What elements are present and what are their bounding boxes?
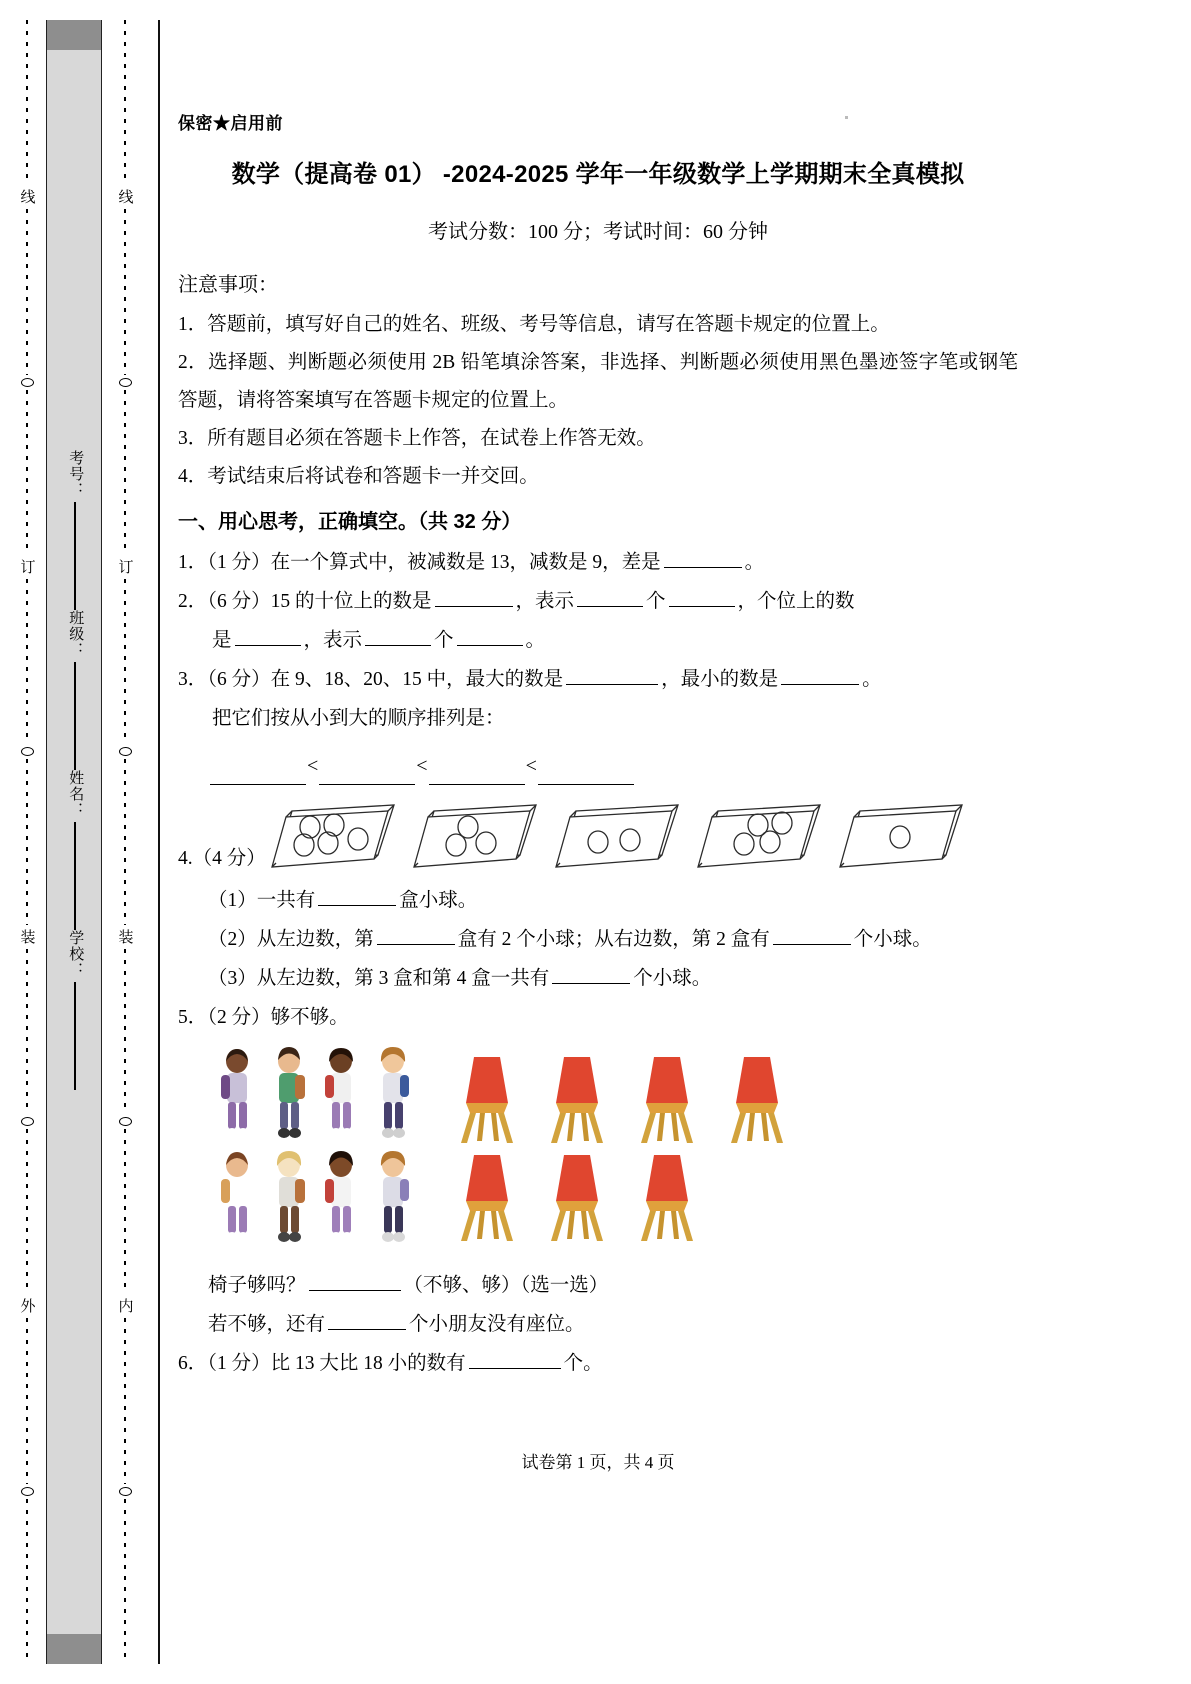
question-4-part-1 [178, 881, 1018, 920]
question-2-line-2 [178, 621, 1018, 660]
question-2-line2-b: ，表示 [303, 629, 363, 651]
kid-figure-7 [318, 1149, 364, 1249]
less-than-operator: < [307, 754, 319, 777]
answer-blank[interactable] [773, 944, 851, 945]
answer-blank[interactable] [435, 606, 513, 607]
question-1-text: 1．（1 分）在一个算式中，被减数是 13，减数是 9，差是 [178, 551, 661, 573]
seal-circle-icon [119, 378, 132, 387]
question-6-text: 6．（1 分）比 13 大比 18 小的数有 [178, 1352, 466, 1374]
question-4-3-b: 个小球。 [633, 967, 712, 989]
student-info-fields [47, 450, 103, 1090]
less-than-operator: < [416, 754, 428, 777]
seal-label-inner-seal: 装 [116, 928, 134, 945]
ball-box-3 [554, 797, 682, 875]
question-4-part-3 [178, 959, 1018, 998]
chair-7 [630, 1151, 704, 1247]
question-2-text-a: 2．（6 分）15 的十位上的数是 [178, 590, 432, 612]
question-4-3-a: （3）从左边数，第 3 盒和第 4 盒一共有 [208, 967, 550, 989]
question-5-1-b: （不够、够）（选一选） [403, 1274, 609, 1296]
question-1 [178, 543, 1018, 582]
seal-circle-icon [21, 1117, 34, 1126]
ball-box-4 [696, 797, 824, 875]
chair-4 [720, 1053, 794, 1149]
notice-item-1: 1．答题前，填写好自己的姓名、班级、考号等信息，请写在答题卡规定的位置上。 [178, 313, 890, 335]
answer-blank[interactable] [781, 684, 859, 685]
question-5-part-2 [178, 1305, 1018, 1344]
less-than-operator: < [525, 754, 537, 777]
question-4-2-a: （2）从左边数，第 [208, 928, 374, 950]
chair-1 [450, 1053, 524, 1149]
notice-item-4: 4．考试结束后将试卷和答题卡一并交回。 [178, 465, 539, 487]
seal-label-inner-bind: 订 [116, 558, 134, 575]
answer-blank[interactable] [328, 1329, 406, 1330]
seal-strip-edge [158, 20, 160, 1664]
ball-box-1 [270, 797, 398, 875]
kids-and-chairs-illustration [178, 1045, 1018, 1260]
question-5-2-b: 个小朋友没有座位。 [409, 1313, 585, 1335]
question-3-ordering-row [178, 748, 1018, 785]
seal-label-outer-seal: 装 [18, 928, 36, 945]
question-3-text-c: 。 [862, 668, 882, 690]
seal-label-inner-side: 内 [116, 1298, 134, 1315]
question-2-line2-c: 个 [434, 629, 454, 651]
answer-blank[interactable] [235, 645, 301, 646]
seal-circle-icon [21, 1487, 34, 1496]
kids-group [214, 1045, 416, 1249]
chair-6 [540, 1151, 614, 1247]
seal-circle-icon [119, 1117, 132, 1126]
notice-item-2: 2．选择题、判断题必须使用 2B 铅笔填涂答案，非选择、判断题必须使用黑色墨迹签字笔或钢笔答题，请将答案填写在答题卡规定的位置上。 [178, 351, 1018, 411]
answer-blank[interactable] [318, 905, 396, 906]
answer-blank[interactable] [577, 606, 643, 607]
answer-blank[interactable] [566, 684, 658, 685]
exam-paper-body [178, 0, 1018, 1383]
question-2-line2-a: 是 [212, 629, 232, 651]
ball-box-2 [412, 797, 540, 875]
seal-band-cap-bottom [47, 1634, 101, 1664]
seal-circle-icon [119, 747, 132, 756]
ball-boxes-illustration [178, 797, 1018, 879]
question-2-text-d: ，个位上的数 [737, 590, 855, 612]
answer-blank[interactable] [365, 645, 431, 646]
answer-blank[interactable] [552, 983, 630, 984]
field-name[interactable]: 姓名： [67, 770, 84, 930]
seal-gray-band [46, 20, 102, 1664]
seal-label-outer-bind: 订 [18, 558, 36, 575]
exam-subtitle: 考试分数：100 分；考试时间：60 分钟 [428, 220, 768, 243]
page-title: 数学（提高卷 01） -2024-2025 学年一年级数学上学期期末全真模拟 [231, 161, 965, 189]
question-3-text-a: 3．（6 分）在 9、18、20、15 中，最大的数是 [178, 668, 564, 690]
question-4-label: 4.（4 分） [178, 847, 266, 869]
kid-figure-2 [266, 1045, 312, 1145]
answer-blank[interactable] [469, 1368, 561, 1369]
question-4-2-b: 盒有 2 个小球；从右边数，第 2 盒有 [457, 928, 770, 950]
question-3-line2-text: 把它们按从小到大的顺序排列是： [212, 707, 505, 729]
question-4-2-c: 个小球。 [853, 928, 932, 950]
question-6-end: 个。 [563, 1352, 603, 1374]
seal-circle-icon [21, 747, 34, 756]
question-2-line-1 [178, 582, 1018, 621]
seal-circle-icon [21, 378, 34, 387]
seal-dash-column-outer [14, 20, 40, 1664]
question-2-line2-d: 。 [525, 629, 546, 651]
seal-dash-column-inner [112, 20, 138, 1664]
kid-figure-1 [214, 1045, 260, 1145]
kid-figure-3 [318, 1045, 364, 1145]
sealing-strip [0, 0, 160, 1684]
question-6 [178, 1344, 1018, 1383]
question-3-line-2 [178, 699, 1018, 738]
field-exam-number[interactable]: 考号： [67, 450, 84, 610]
answer-blank[interactable] [429, 784, 525, 785]
answer-blank[interactable] [319, 784, 415, 785]
answer-blank[interactable] [664, 567, 742, 568]
answer-blank[interactable] [210, 784, 306, 785]
question-5-2-a: 若不够，还有 [208, 1313, 326, 1335]
answer-blank[interactable] [669, 606, 735, 607]
chair-5 [450, 1151, 524, 1247]
seal-circle-icon [119, 1487, 132, 1496]
question-4-1-a: （1）一共有 [208, 889, 316, 911]
notice-item-3: 3．所有题目必须在答题卡上作答，在试卷上作答无效。 [178, 427, 656, 449]
field-class[interactable]: 班级： [67, 610, 84, 770]
kid-figure-6 [266, 1149, 312, 1249]
answer-blank[interactable] [377, 944, 455, 945]
question-3-text-b: ，最小的数是 [661, 668, 779, 690]
seal-label-inner-line: 线 [116, 189, 134, 206]
secret-notice: 保密★启用前 [178, 114, 283, 133]
page-footer: 试卷第 1 页，共 4 页 [521, 1453, 675, 1472]
question-5-1-a: 椅子够吗？ [208, 1274, 306, 1296]
question-2-text-b: ，表示 [515, 590, 575, 612]
question-4-part-2 [178, 920, 1018, 959]
chair-2 [540, 1053, 614, 1149]
seal-label-outer-side: 外 [18, 1298, 36, 1315]
question-4-1-b: 盒小球。 [399, 889, 478, 911]
question-1-end: 。 [744, 551, 765, 573]
seal-label-outer-line: 线 [18, 189, 36, 206]
question-2-text-c: 个 [646, 590, 666, 612]
question-5-text: 5．（2 分）够不够。 [178, 1006, 349, 1028]
notice-heading: 注意事项： [178, 273, 278, 296]
kid-figure-8 [370, 1149, 416, 1249]
kid-figure-5 [214, 1149, 260, 1249]
answer-blank[interactable] [457, 645, 523, 646]
answer-blank[interactable] [538, 784, 634, 785]
question-5-label [178, 998, 1018, 1037]
question-5-part-1 [178, 1266, 1018, 1305]
field-school[interactable]: 学校： [67, 930, 84, 1090]
chair-3 [630, 1053, 704, 1149]
answer-blank[interactable] [309, 1290, 401, 1291]
question-3-line-1 [178, 660, 1018, 699]
kid-figure-4 [370, 1045, 416, 1145]
ball-box-5 [838, 797, 966, 875]
section-heading-1: 一、用心思考，正确填空。（共 32 分） [178, 510, 522, 533]
chairs-group [450, 1053, 794, 1247]
seal-band-cap-top [47, 20, 101, 50]
